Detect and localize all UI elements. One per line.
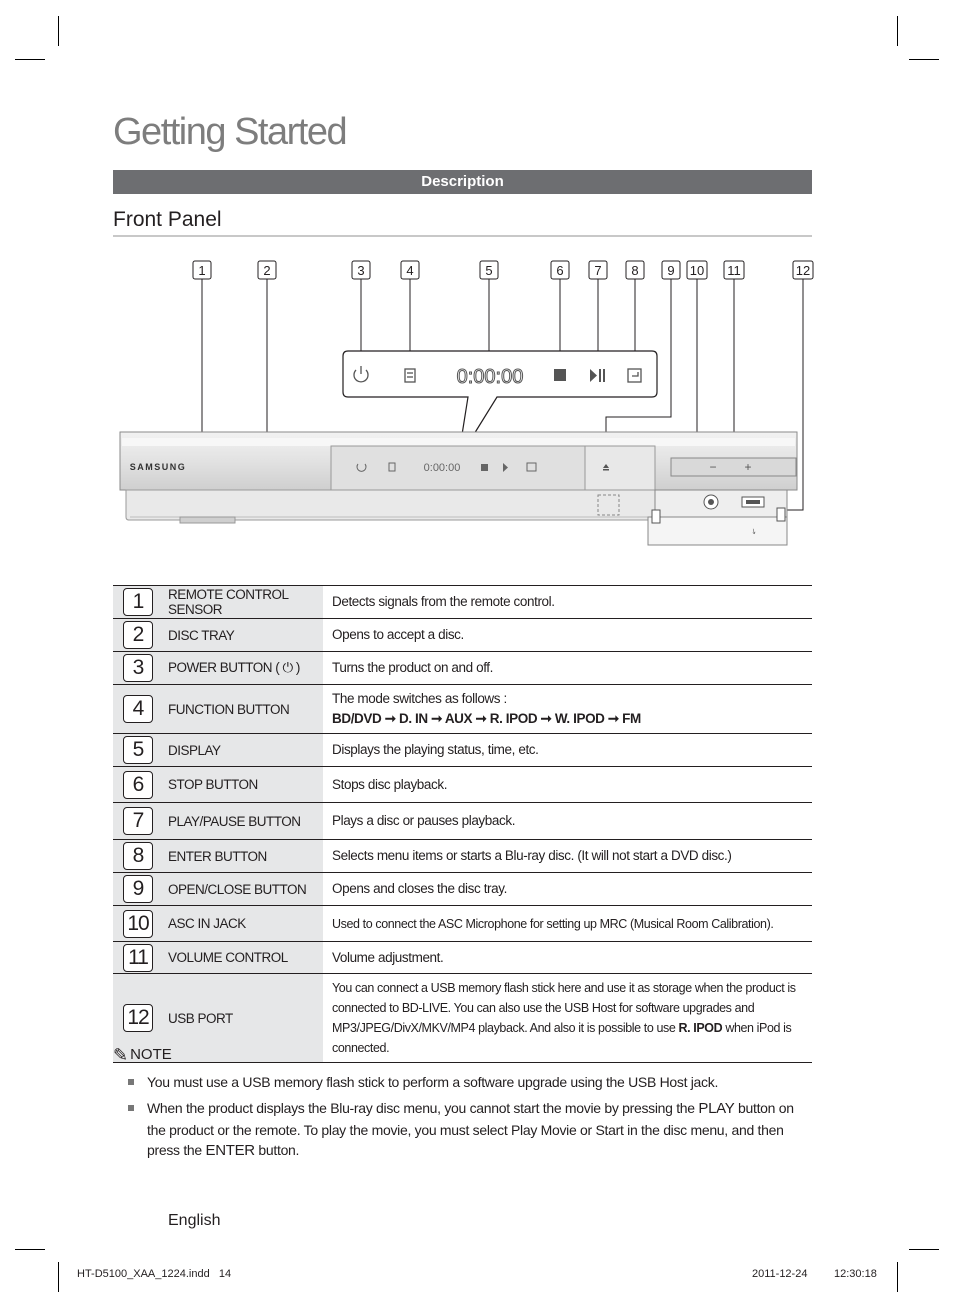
component-description: Volume adjustment. bbox=[332, 949, 444, 965]
note-keyword: PLAY bbox=[698, 1100, 735, 1117]
svg-text:−: − bbox=[709, 460, 717, 474]
stop-icon bbox=[554, 369, 566, 381]
component-name: FUNCTION BUTTON bbox=[163, 685, 323, 734]
callout-6: 6 bbox=[556, 263, 564, 278]
component-name: DISPLAY bbox=[163, 734, 323, 767]
note-text: button on the product or the remote. To play the movie, you must select Play Movie or Start in the disc menu, and then press the bbox=[147, 1100, 794, 1158]
display-time: 0:00:00 bbox=[456, 366, 524, 388]
row-number: 7 bbox=[123, 807, 153, 835]
callout-10: 10 bbox=[689, 263, 705, 278]
callout-11: 11 bbox=[727, 263, 741, 278]
table-row bbox=[113, 906, 812, 942]
note-text: button. bbox=[258, 1142, 300, 1158]
crop-mark bbox=[58, 1262, 59, 1292]
component-description: Stops disc playback. bbox=[332, 776, 448, 792]
footer-filename: HT-D5100_XAA_1224.indd 14 bbox=[77, 1268, 232, 1280]
chapter-title: Getting Started bbox=[113, 111, 347, 153]
callout-4: 4 bbox=[406, 263, 414, 278]
row-number: 10 bbox=[123, 910, 153, 938]
component-description bbox=[323, 974, 812, 1063]
note-heading-label: NOTE bbox=[130, 1046, 172, 1063]
row-number: 3 bbox=[123, 654, 153, 682]
callout-5: 5 bbox=[485, 263, 493, 278]
callout-3: 3 bbox=[357, 263, 365, 278]
component-description bbox=[323, 685, 812, 734]
callout-1: 1 bbox=[198, 263, 206, 278]
row-number: 8 bbox=[123, 842, 153, 870]
table-row bbox=[113, 734, 812, 767]
brand-logo: SAMSUNG bbox=[129, 462, 187, 472]
footer-time: 12:30:18 bbox=[834, 1268, 877, 1280]
component-description: Selects menu items or starts a Blu-ray disc. (It will not start a DVD disc.) bbox=[332, 848, 732, 863]
table-row bbox=[113, 803, 812, 840]
component-description: Plays a disc or pauses playback. bbox=[332, 813, 516, 828]
row-number: 11 bbox=[123, 944, 153, 972]
component-name: STOP BUTTON bbox=[163, 767, 323, 803]
footer-date: 2011-12-24 bbox=[752, 1268, 808, 1280]
component-name: ASC IN JACK bbox=[163, 906, 323, 942]
subsection-title: Front Panel bbox=[113, 208, 222, 231]
pencil-icon: ✎ bbox=[113, 1045, 129, 1065]
component-description: Displays the playing status, time, etc. bbox=[332, 742, 539, 757]
callout-8: 8 bbox=[631, 263, 639, 278]
component-name: USB PORT bbox=[163, 974, 323, 1063]
front-panel-diagram bbox=[0, 0, 954, 580]
component-description: Turns the product on and off. bbox=[332, 660, 494, 675]
component-name: PLAY/PAUSE BUTTON bbox=[163, 803, 323, 840]
component-name: OPEN/CLOSE BUTTON bbox=[163, 873, 323, 906]
crop-mark bbox=[909, 1249, 939, 1250]
svg-text:+: + bbox=[744, 460, 752, 474]
table-row bbox=[113, 685, 812, 734]
table-row bbox=[113, 619, 812, 652]
component-description: Opens and closes the disc tray. bbox=[332, 881, 507, 896]
table-row bbox=[113, 767, 812, 803]
section-bar: Description bbox=[113, 170, 812, 194]
row-number: 9 bbox=[123, 875, 153, 903]
note-item: You must use a USB memory flash stick to perform a software upgrade using the USB Host jack. bbox=[147, 1072, 812, 1093]
component-name: ENTER BUTTON bbox=[163, 840, 323, 873]
component-description: Opens to accept a disc. bbox=[332, 627, 464, 642]
table-row bbox=[113, 586, 812, 619]
callout-2: 2 bbox=[263, 263, 271, 278]
front-panel-table bbox=[113, 585, 812, 1063]
callout-7: 7 bbox=[594, 263, 602, 278]
row-number: 4 bbox=[123, 695, 153, 723]
table-row bbox=[113, 840, 812, 873]
row-number: 6 bbox=[123, 771, 153, 799]
component-description: Detects signals from the remote control. bbox=[332, 594, 555, 609]
callout-9: 9 bbox=[667, 263, 675, 278]
callout-labels bbox=[193, 261, 813, 279]
note-item bbox=[147, 1098, 812, 1162]
row-number: 1 bbox=[123, 588, 153, 616]
note-keyword: ENTER bbox=[205, 1142, 255, 1159]
row-number: 5 bbox=[123, 736, 153, 764]
component-name: REMOTE CONTROL SENSOR bbox=[163, 586, 323, 619]
crop-mark bbox=[15, 1249, 45, 1250]
page-language: English bbox=[168, 1212, 221, 1229]
note-heading bbox=[113, 1045, 172, 1066]
usb-symbol-icon: ⭏ bbox=[752, 526, 756, 537]
component-name: POWER BUTTON ( ⏻ ) bbox=[163, 652, 323, 685]
component-name: DISC TRAY bbox=[163, 619, 323, 652]
note-text: When the product displays the Blu-ray disc menu, you cannot start the movie by pressing the bbox=[147, 1100, 695, 1116]
table-row bbox=[113, 974, 812, 1063]
row-number: 12 bbox=[123, 1004, 153, 1032]
mode-sequence: BD/DVD ➞ D. IN ➞ AUX ➞ R. IPOD ➞ W. IPOD ➞ FM bbox=[332, 711, 641, 726]
table-row bbox=[113, 873, 812, 906]
crop-mark bbox=[897, 1262, 898, 1292]
usb-description-bold: R. IPOD bbox=[678, 1021, 723, 1035]
device-time: 0:00:00 bbox=[423, 462, 461, 474]
row-number: 2 bbox=[123, 621, 153, 649]
description-line: The mode switches as follows : bbox=[332, 691, 507, 706]
usb-description: You can connect a USB memory flash stick here and use it as storage when the product is connected to BD-LIVE. You can also use the USB Host for software upgrades and MP3/JPEG/DivX/MKV/MP4 playback. And also it is possible to use bbox=[332, 981, 796, 1035]
device-body bbox=[120, 432, 797, 545]
component-name: VOLUME CONTROL bbox=[163, 942, 323, 974]
callout-12: 12 bbox=[795, 263, 811, 278]
table-row bbox=[113, 942, 812, 974]
table-row bbox=[113, 652, 812, 685]
component-description: Used to connect the ASC Microphone for setting up MRC (Musical Room Calibration). bbox=[332, 916, 774, 931]
usb-description-tail: when iPod is connected. bbox=[332, 1021, 792, 1055]
